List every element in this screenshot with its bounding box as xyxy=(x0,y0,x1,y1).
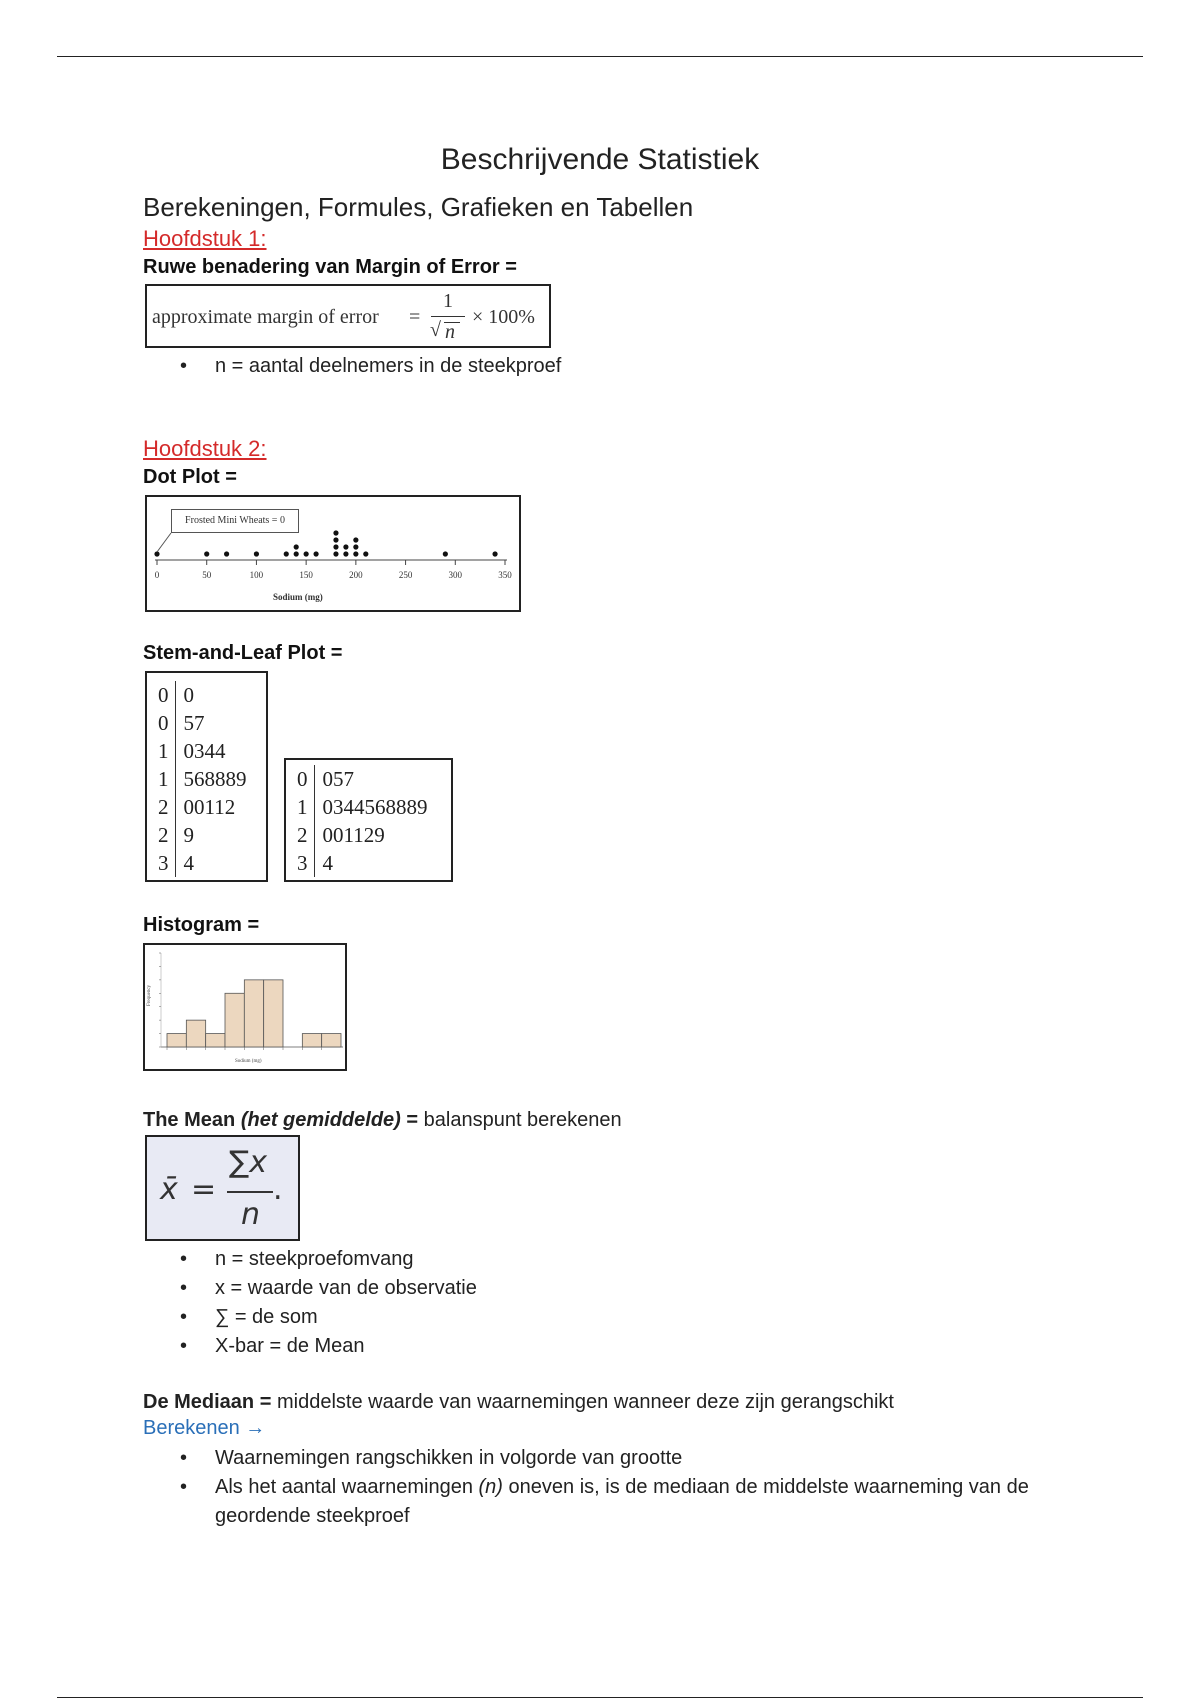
table-row xyxy=(289,849,432,877)
table-row xyxy=(150,821,251,849)
mean-bullets xyxy=(143,1245,477,1361)
dot-point xyxy=(333,530,338,535)
table-row xyxy=(150,793,251,821)
margin-of-error-label: Ruwe benadering van Margin of Error = xyxy=(143,256,517,278)
median-description: middelste waarde van waarnemingen wanneer deze zijn gerangschikt xyxy=(276,1391,894,1413)
margin-of-error-formula xyxy=(145,284,551,348)
dot-point xyxy=(254,551,259,556)
x-tick-label: 350 xyxy=(498,570,512,580)
median-rule-end: oneven is, is de mediaan de middelste waarneming van de geordende steekproef xyxy=(215,1476,1029,1527)
histogram-y-label: Frequency xyxy=(147,984,153,1007)
stem-cell: 0 xyxy=(289,765,314,793)
median-label xyxy=(143,1391,894,1414)
mean-label xyxy=(143,1109,622,1132)
dot-point xyxy=(333,544,338,549)
table-row xyxy=(150,765,251,793)
x-tick-label: 250 xyxy=(398,570,413,580)
histogram-bar xyxy=(225,993,244,1047)
stem-cell: 1 xyxy=(289,793,314,821)
radicand: n xyxy=(445,321,455,343)
leaf-cell: 4 xyxy=(322,851,333,875)
dot-point xyxy=(353,544,358,549)
histogram-label: Histogram = xyxy=(143,914,260,936)
mean-equals: = xyxy=(406,1109,419,1131)
dot-point xyxy=(204,551,209,556)
split-stem-leaf xyxy=(150,681,251,877)
histogram-x-label: Sodium (mg) xyxy=(235,1059,262,1064)
mean-formula-numerator: ∑x xyxy=(229,1145,267,1180)
dot-plot-figure xyxy=(145,495,521,612)
dot-point xyxy=(343,551,348,556)
median-rule-n: (n) xyxy=(478,1476,503,1498)
leaf-cell: 0344 xyxy=(183,739,226,763)
formula-equals: = xyxy=(409,306,421,328)
chapter-1-bullets xyxy=(143,352,561,381)
stem-cell: 2 xyxy=(150,793,175,821)
histogram-bar xyxy=(167,1034,186,1047)
dot-point xyxy=(154,551,159,556)
stem-leaf-split-table xyxy=(145,671,268,882)
table-row xyxy=(150,681,251,709)
formula-numerator: 1 xyxy=(443,290,453,312)
list-item: • Waarnemingen rangschikken in volgorde van grootte xyxy=(143,1444,1083,1473)
dot-point xyxy=(492,551,497,556)
x-tick-label: 50 xyxy=(202,570,212,580)
fraction-bar xyxy=(431,316,465,317)
document-subtitle: Berekeningen, Formules, Grafieken en Tabellen xyxy=(143,192,694,222)
stem-cell: 2 xyxy=(289,821,314,849)
top-rule xyxy=(57,56,1143,57)
document-title: Beschrijvende Statistiek xyxy=(440,143,760,176)
berekenen-link[interactable]: Berekenen → xyxy=(143,1417,266,1439)
stem-cell: 3 xyxy=(150,849,175,877)
list-item: • x = waarde van de observatie xyxy=(143,1274,477,1303)
formula-times: × 100% xyxy=(472,306,535,328)
median-rule-start: Als het aantal waarnemingen xyxy=(215,1476,473,1498)
leaf-cell: 57 xyxy=(183,711,205,735)
dot-point xyxy=(333,551,338,556)
dot-point xyxy=(294,551,299,556)
median-equals: = xyxy=(259,1391,272,1413)
list-item: • X-bar = de Mean xyxy=(143,1332,477,1361)
dot-point xyxy=(363,551,368,556)
list-item: • n = steekproefomvang xyxy=(143,1245,477,1274)
table-row xyxy=(150,849,251,877)
x-tick-label: 300 xyxy=(448,570,463,580)
table-row xyxy=(289,765,432,793)
compact-stem-leaf xyxy=(289,765,432,877)
mean-dutch: (het gemiddelde) xyxy=(240,1109,401,1131)
dot-point xyxy=(353,537,358,542)
mean-fraction-bar xyxy=(227,1191,273,1193)
leaf-cell: 568889 xyxy=(183,767,247,791)
mean-formula-dot: . xyxy=(273,1172,283,1207)
median-title: De Mediaan xyxy=(143,1391,255,1413)
histogram-bar xyxy=(244,980,263,1047)
callout-text: Frosted Mini Wheats = 0 xyxy=(185,515,285,526)
histogram-bar xyxy=(186,1020,205,1047)
dot-point xyxy=(333,537,338,542)
dot-point xyxy=(443,551,448,556)
mean-formula xyxy=(145,1135,300,1241)
x-tick-label: 200 xyxy=(349,570,363,580)
dot-point xyxy=(304,551,309,556)
histogram-chart xyxy=(145,945,345,1069)
chapter-2-heading: Hoofdstuk 2: xyxy=(143,436,267,461)
bottom-rule xyxy=(57,1697,1143,1698)
histogram-bar xyxy=(302,1034,321,1047)
list-item xyxy=(143,1473,1083,1531)
stem-cell: 0 xyxy=(150,681,175,709)
formula-lhs: approximate margin of error xyxy=(152,306,379,328)
chapter-1-heading: Hoofdstuk 1: xyxy=(143,226,267,251)
stem-cell: 2 xyxy=(150,821,175,849)
leaf-cell: 0 xyxy=(183,683,194,707)
mean-formula-denominator: n xyxy=(241,1197,261,1232)
stem-cell: 0 xyxy=(150,709,175,737)
dot-point xyxy=(353,551,358,556)
mean-title: The Mean xyxy=(143,1109,236,1131)
leaf-cell: 00112 xyxy=(183,795,236,819)
table-row xyxy=(289,793,432,821)
root-symbol: √ xyxy=(430,319,441,341)
leaf-cell: 001129 xyxy=(322,823,385,847)
histogram-figure xyxy=(143,943,347,1071)
dot-point xyxy=(224,551,229,556)
leaf-cell: 9 xyxy=(183,823,194,847)
dot-plot-x-label: Sodium (mg) xyxy=(273,592,323,602)
table-row xyxy=(150,737,251,765)
stem-leaf-label: Stem-and-Leaf Plot = xyxy=(143,642,343,664)
mean-description: balanspunt berekenen xyxy=(423,1109,622,1131)
dot-point xyxy=(343,544,348,549)
callout-pointer xyxy=(157,533,171,552)
dot-plot-callout xyxy=(171,509,299,533)
dot-point xyxy=(294,544,299,549)
histogram-bar xyxy=(206,1034,225,1047)
stem-cell: 1 xyxy=(150,737,175,765)
list-item: • ∑ = de som xyxy=(143,1303,477,1332)
x-tick-label: 0 xyxy=(154,570,160,580)
dot-point xyxy=(313,551,318,556)
table-row xyxy=(150,709,251,737)
stem-leaf-compact-table xyxy=(284,758,453,882)
stem-cell: 1 xyxy=(150,765,175,793)
histogram-bar xyxy=(264,980,283,1047)
mean-formula-lhs: x̄ xyxy=(160,1172,178,1207)
dot-plot-label: Dot Plot = xyxy=(143,466,237,488)
dot-point xyxy=(284,551,289,556)
leaf-cell: 057 xyxy=(322,767,354,791)
x-tick-label: 100 xyxy=(249,570,264,580)
leaf-cell: 4 xyxy=(183,851,194,875)
histogram-bar xyxy=(322,1034,341,1047)
list-item: • n = aantal deelnemers in de steekproef xyxy=(143,352,561,381)
leaf-cell: 0344568889 xyxy=(322,795,428,819)
table-row xyxy=(289,821,432,849)
x-tick-label: 150 xyxy=(299,570,313,580)
stem-cell: 3 xyxy=(289,849,314,877)
median-bullets xyxy=(143,1444,1083,1531)
mean-formula-equals: = xyxy=(191,1172,217,1207)
